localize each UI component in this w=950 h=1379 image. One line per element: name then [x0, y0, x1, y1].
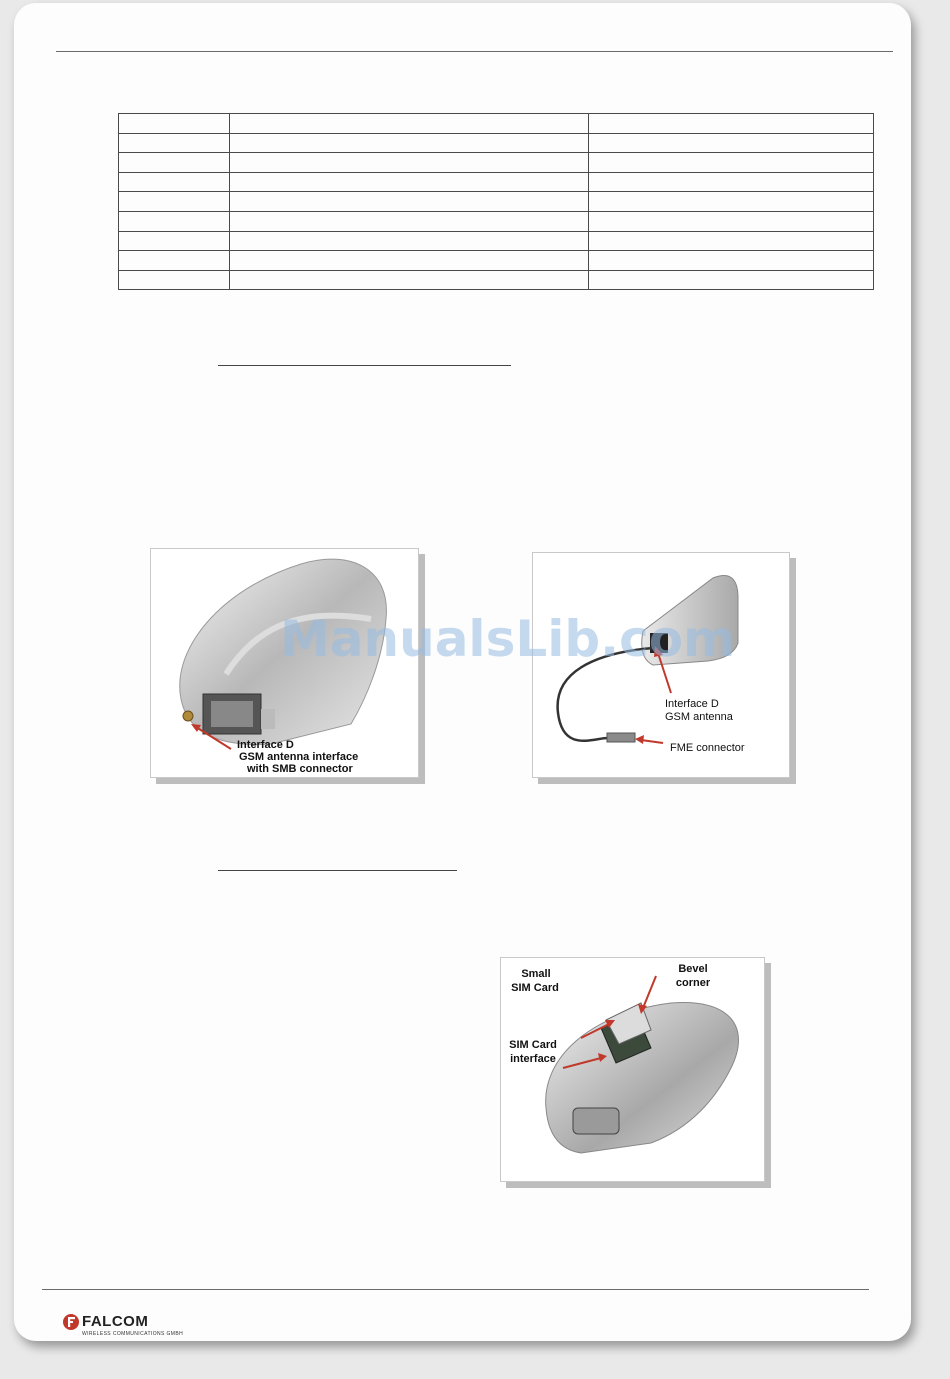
fme-label-connector: FME connector — [670, 742, 745, 754]
sim-label-bevel-2: corner — [675, 977, 711, 989]
table-row — [119, 192, 874, 212]
watermark-text: ManualsLib.com — [280, 610, 736, 668]
sim-label-bevel-1: Bevel — [678, 963, 708, 975]
smb-label-line3: with SMB connector — [247, 763, 353, 775]
smb-label-line2: GSM antenna interface — [239, 751, 359, 763]
smb-label-line1: Interface D — [237, 739, 294, 751]
sim-label-small-2: SIM Card — [511, 982, 559, 994]
table-row — [119, 270, 874, 290]
sim-label-iface-2: interface — [510, 1053, 556, 1065]
table-row — [119, 133, 874, 153]
table-row — [119, 251, 874, 271]
fme-label-interface: Interface D — [665, 698, 719, 710]
table-row — [119, 231, 874, 251]
table-row — [119, 153, 874, 173]
table-row — [119, 172, 874, 192]
section-underline-antenna — [218, 365, 511, 366]
table-row — [119, 211, 874, 231]
section-underline-sim — [218, 870, 457, 871]
table-row — [119, 114, 874, 134]
header-rule — [56, 51, 893, 52]
falcom-logo-icon — [62, 1313, 80, 1331]
footer-rule — [42, 1289, 869, 1290]
document-page — [14, 3, 911, 1341]
sim-label-iface-1: SIM Card — [509, 1039, 557, 1051]
figure-sim-card — [500, 957, 765, 1182]
falcom-logo — [62, 1313, 192, 1343]
sim-label-small-1: Small — [521, 968, 551, 980]
fme-label-antenna: GSM antenna — [665, 711, 733, 723]
spec-table — [118, 113, 874, 290]
logo-subtitle: WIRELESS COMMUNICATIONS GMBH — [82, 1331, 184, 1337]
logo-name: FALCOM — [82, 1313, 149, 1330]
